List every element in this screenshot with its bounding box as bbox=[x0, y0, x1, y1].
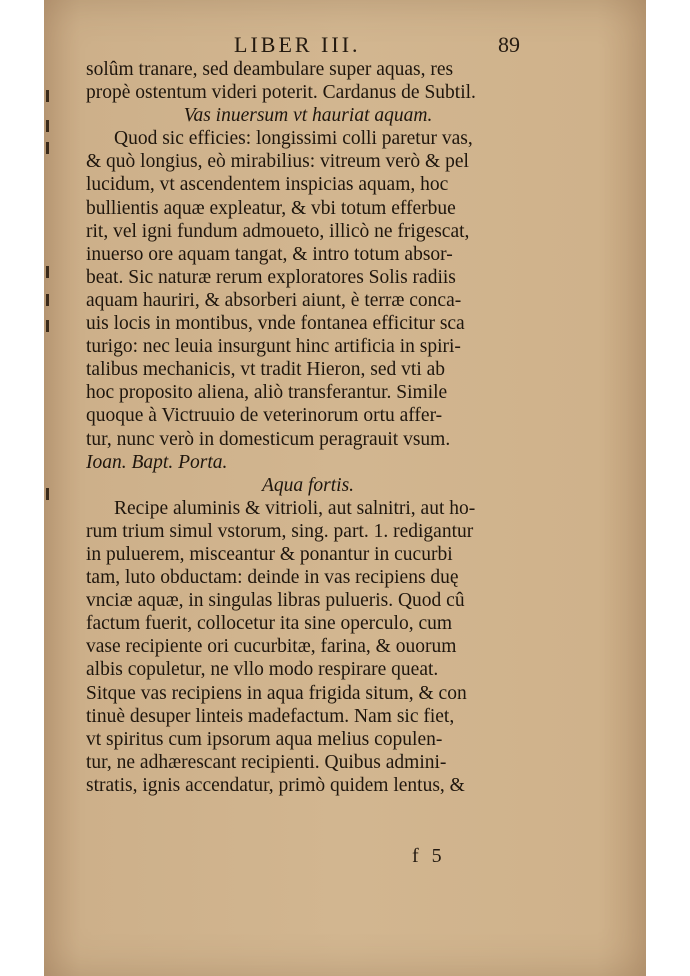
text-line: Ioan. Bapt. Porta. bbox=[86, 451, 228, 473]
text-line: propè ostentum videri poterit. Cardanus de Subtil. bbox=[86, 82, 476, 104]
text-line: tinuè desuper linteis madefactum. Nam sic fiet, bbox=[86, 705, 455, 727]
text-line: rit, vel igni fundum admoueto, illicò ne frigescat, bbox=[86, 220, 470, 242]
text-line: Quod sic efficies: longissimi colli paretur vas, bbox=[114, 128, 473, 150]
text-line: vase recipiente ori cucurbitæ, farina, & ouorum bbox=[86, 636, 457, 658]
section-heading: Aqua fortis. bbox=[261, 474, 355, 496]
text-line: talibus mechanicis, vt tradit Hieron, sed vti ab bbox=[86, 359, 446, 381]
margin-mark bbox=[46, 320, 49, 332]
margin-mark bbox=[46, 90, 49, 102]
text-line: tur, ne adhærescant recipienti. Quibus admini- bbox=[86, 751, 447, 773]
text-line: hoc proposito aliena, aliò transferantur. Simile bbox=[86, 382, 448, 404]
signature-mark: f 5 bbox=[412, 845, 446, 867]
text-line: beat. Sic naturæ rerum exploratores Solis radiis bbox=[86, 266, 456, 288]
text-line: quoque à Victruuio de veterinorum ortu affer- bbox=[86, 405, 443, 427]
text-line: turigo: nec leuia insurgunt hinc artificia in spiri- bbox=[86, 336, 461, 358]
text-line: solûm tranare, sed deambulare super aquas, res bbox=[86, 59, 454, 80]
text-line: tur, nunc verò in domesticum peragrauit vsum. bbox=[86, 428, 451, 450]
text-line: lucidum, vt ascendentem inspicias aquam, hoc bbox=[86, 174, 449, 196]
text-line: bullientis aquæ expleatur, & vbi totum efferbue bbox=[86, 197, 456, 219]
text-line: aquam hauriri, & absorberi aiunt, è terræ conca- bbox=[86, 289, 462, 311]
margin-mark bbox=[46, 294, 49, 306]
margin-mark bbox=[46, 266, 49, 278]
margin-mark bbox=[46, 120, 49, 132]
text-line: inuerso ore aquam tangat, & intro totum absor- bbox=[86, 243, 453, 265]
running-head: LIBER III. bbox=[234, 32, 361, 57]
text-line: in puluerem, misceantur & ponantur in cucurbi bbox=[86, 543, 453, 565]
book-page bbox=[44, 0, 646, 976]
text-line: Recipe aluminis & vitrioli, aut salnitri, aut ho- bbox=[114, 497, 476, 519]
text-line: Sitque vas recipiens in aqua frigida situm, & con bbox=[86, 682, 467, 704]
text-line: factum fuerit, collocetur ita sine operculo, cum bbox=[86, 613, 453, 635]
text-line: stratis, ignis accendatur, primò quidem lentus, & bbox=[86, 774, 465, 796]
text-line: tam, luto obductam: deinde in vas recipiens duę bbox=[86, 567, 459, 589]
text-line: rum trium simul vstorum, sing. part. 1. redigantur bbox=[86, 520, 474, 542]
text-line: albis copuletur, ne vllo modo respirare queat. bbox=[86, 659, 439, 681]
text-line: & quò longius, eò mirabilius: vitreum verò & pel bbox=[86, 151, 469, 173]
margin-marks bbox=[44, 80, 56, 600]
text-block bbox=[86, 58, 530, 797]
margin-mark bbox=[46, 142, 49, 154]
text-line: vnciæ aquæ, in singulas libras pulueris. Quod cû bbox=[86, 590, 465, 612]
page-number: 89 bbox=[498, 32, 520, 57]
section-heading: Vas inuersum vt hauriat aquam. bbox=[183, 105, 433, 127]
text-line: uis locis in montibus, vnde fontanea efficitur sca bbox=[86, 313, 465, 335]
text-line: vt spiritus cum ipsorum aqua melius copulen- bbox=[86, 728, 443, 750]
margin-mark bbox=[46, 488, 49, 500]
